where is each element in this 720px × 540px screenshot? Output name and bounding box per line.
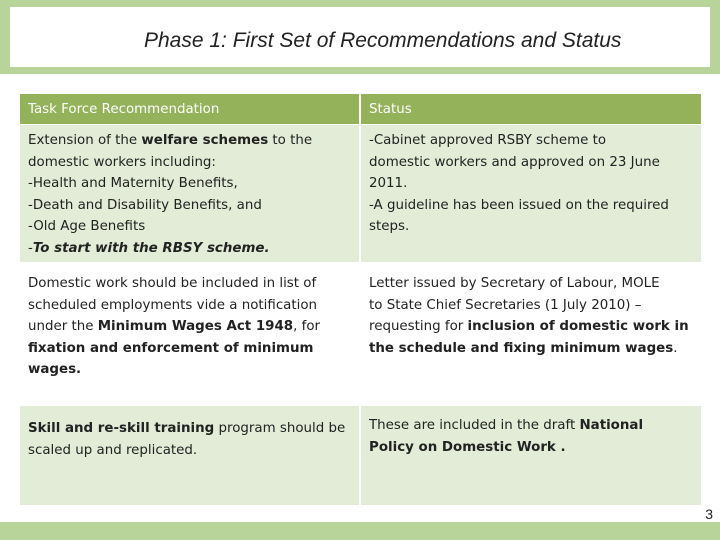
recommendation-cell bbox=[20, 263, 360, 406]
recommendations-table bbox=[20, 94, 701, 506]
recommendation-cell bbox=[20, 125, 360, 263]
table-header-row bbox=[20, 94, 701, 125]
text-line bbox=[369, 338, 693, 360]
text-line: -Health and Maternity Benefits, bbox=[28, 176, 238, 191]
text-line: domestic workers including: bbox=[28, 154, 216, 170]
text-run: , for bbox=[293, 319, 321, 334]
text-run: requesting for bbox=[369, 319, 468, 334]
text-run: under the bbox=[28, 319, 98, 334]
recommendation-cell bbox=[20, 406, 360, 506]
bottom-band bbox=[0, 522, 720, 540]
text-run: . bbox=[673, 340, 678, 356]
text-line bbox=[369, 415, 693, 437]
text-run-bold: inclusion of domestic work in bbox=[467, 319, 689, 334]
text-line: 2011. bbox=[369, 176, 408, 191]
text-run-bold: Minimum Wages Act 1948 bbox=[97, 319, 294, 334]
text-line-bold: Policy on Domestic Work . bbox=[369, 439, 566, 455]
text-run: Extension of the bbox=[28, 133, 142, 148]
text-line: -Old Age Benefits bbox=[28, 219, 146, 234]
text-line bbox=[369, 316, 693, 338]
text-line: to State Chief Secretaries (1 July 2010) – bbox=[369, 297, 642, 313]
text-line: -A guideline has been issued on the required bbox=[369, 197, 669, 213]
text-run: program should be bbox=[214, 421, 346, 436]
status-cell bbox=[360, 263, 701, 406]
text-line bbox=[28, 238, 351, 260]
text-run-bold: the schedule and fixing minimum wages bbox=[369, 340, 674, 356]
title-panel bbox=[10, 7, 710, 67]
text-line-bold: wages. bbox=[28, 362, 82, 377]
table-row bbox=[20, 125, 701, 263]
text-line: -Cabinet approved RSBY scheme to bbox=[369, 133, 607, 148]
text-line-bold: fixation and enforcement of minimum bbox=[28, 340, 314, 356]
header-recommendation: Task Force Recommendation bbox=[20, 94, 360, 125]
text-run: - bbox=[28, 240, 33, 256]
text-run: to the bbox=[268, 133, 313, 148]
text-run-bold-italic: To start with the RBSY scheme. bbox=[32, 240, 270, 256]
slide-title: Phase 1: First Set of Recommendations and Status bbox=[144, 29, 622, 52]
status-cell bbox=[360, 406, 701, 506]
text-line: scaled up and replicated. bbox=[28, 442, 198, 458]
text-run-bold: National bbox=[579, 418, 644, 433]
table-row bbox=[20, 406, 701, 506]
text-line: Domestic work should be included in list of bbox=[28, 276, 317, 291]
text-run-bold: welfare schemes bbox=[141, 133, 269, 148]
title-band bbox=[0, 0, 720, 74]
text-line bbox=[28, 418, 351, 440]
page-number: 3 bbox=[705, 506, 713, 522]
header-status: Status bbox=[360, 94, 701, 125]
text-line: domestic workers and approved on 23 June bbox=[369, 154, 660, 170]
status-cell bbox=[360, 125, 701, 263]
text-line: scheduled employments vide a notification bbox=[28, 297, 318, 313]
text-line: steps. bbox=[369, 219, 410, 234]
table-row bbox=[20, 263, 701, 406]
text-line bbox=[28, 316, 351, 338]
text-line: Letter issued by Secretary of Labour, MOLE bbox=[369, 276, 660, 291]
text-run-bold: Skill and re-skill training bbox=[28, 421, 215, 436]
text-line bbox=[28, 130, 351, 152]
text-line: -Death and Disability Benefits, and bbox=[28, 197, 262, 213]
text-run: These are included in the draft bbox=[369, 418, 580, 433]
